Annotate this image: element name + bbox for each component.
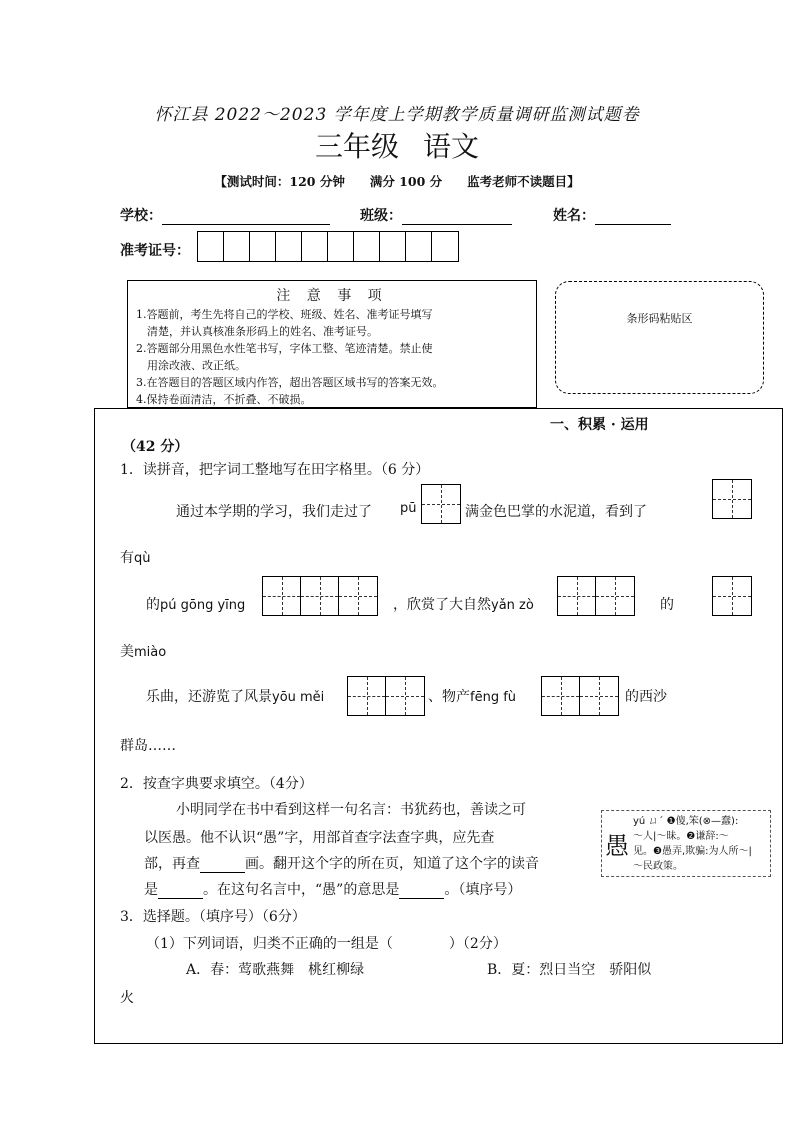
grid-cell[interactable] xyxy=(596,577,634,615)
q1-line5b xyxy=(428,686,516,706)
q3-stem: 3．选择题。（填序号）（6分） xyxy=(120,909,306,925)
pinyin-miao: miào xyxy=(134,645,167,660)
q1-line5b-text: 、物产 xyxy=(428,689,470,705)
pinyin-pgy: pú gōng yīng xyxy=(160,598,246,613)
grid-cell[interactable] xyxy=(348,677,386,715)
grid-cell[interactable] xyxy=(263,577,301,615)
q2-line4a: 是 xyxy=(144,882,158,898)
name-field[interactable] xyxy=(553,205,671,225)
notice-heading: 注 意 事 项 xyxy=(276,288,388,304)
grid-cell[interactable] xyxy=(542,677,580,715)
dict-line: 见。❸愚弄,欺骗:为人所～| xyxy=(633,845,752,857)
q1-line2-text: 有 xyxy=(120,550,134,566)
q3-sub1: （1）下列词语，归类不正确的一组是（ ）（2分） xyxy=(146,936,507,952)
tianzige-ff[interactable] xyxy=(541,676,619,716)
pinyin-yz: yǎn zò xyxy=(491,598,534,613)
pinyin-qu: qù xyxy=(134,551,151,566)
pronunciation-blank[interactable] xyxy=(158,884,203,899)
q3-option-b[interactable]: B．夏：烈日当空 骄阳似 xyxy=(487,962,652,978)
school-field[interactable] xyxy=(120,205,330,225)
grid-cell[interactable] xyxy=(422,485,460,523)
exam-id-boxes[interactable] xyxy=(197,231,459,262)
q2-line4c: 。（填序号） xyxy=(444,882,522,898)
q1-line4-text: 美 xyxy=(120,644,134,660)
notice-item: 用涂改液、改正纸。 xyxy=(136,359,246,372)
q2-line2: 以医愚。他不认识“愚”字，用部首查字法查字典，应先查 xyxy=(144,830,495,846)
tianzige-ym[interactable] xyxy=(347,676,425,716)
exam-grade-subject xyxy=(0,125,794,165)
grid-cell[interactable] xyxy=(301,577,339,615)
q3-option-a[interactable]: A．春：莺歌燕舞 桃红柳绿 xyxy=(186,962,365,978)
id-cell[interactable] xyxy=(198,232,224,261)
notice-item: 2.答题部分用黑色水性笔书写，字体工整、笔迹清楚。禁止使 xyxy=(136,342,433,355)
id-cell[interactable] xyxy=(328,232,354,261)
notice-item: 3.在答题目的答题区域内作答，超出答题区域书写的答案无效。 xyxy=(136,376,444,389)
q1-line1b-text: 满金色巴掌的水泥道，看到了 xyxy=(465,504,647,520)
notice-box xyxy=(127,280,537,408)
id-cell[interactable] xyxy=(432,232,458,261)
class-line[interactable] xyxy=(402,208,512,225)
exam-info: 【测试时间：120 分钟 满分 100 分 监考老师不读题目】 xyxy=(214,174,580,189)
class-field[interactable] xyxy=(360,205,512,225)
grid-cell[interactable] xyxy=(580,677,618,715)
barcode-area xyxy=(555,281,764,394)
tianzige-pgy[interactable] xyxy=(262,576,378,616)
q1-line3a-text: 的 xyxy=(146,597,160,613)
id-cell[interactable] xyxy=(302,232,328,261)
tianzige-pu[interactable] xyxy=(421,484,461,524)
grid-cell[interactable] xyxy=(713,577,751,615)
section-score: （42 分） xyxy=(122,439,189,455)
dict-character: 愚 xyxy=(605,832,629,860)
dict-line: ～民政策。 xyxy=(633,860,683,872)
tianzige-yz[interactable] xyxy=(557,576,635,616)
grade-label: 三年级 xyxy=(314,130,399,163)
id-cell[interactable] xyxy=(224,232,250,261)
q1-line5c-text: 的西沙 xyxy=(625,689,667,705)
dict-definition xyxy=(633,814,752,874)
q1-line3c-text: 的 xyxy=(660,597,674,613)
grid-cell[interactable] xyxy=(386,677,424,715)
subject-label: 语文 xyxy=(423,130,480,163)
meaning-blank[interactable] xyxy=(399,884,444,899)
school-line[interactable] xyxy=(162,208,330,225)
q1-line6-text: 群岛…… xyxy=(120,738,176,754)
notice-item: 4.保持卷面清洁，不折叠、不破损。 xyxy=(136,393,312,406)
q2-line1: 小明同学在书中看到这样一句名言：书犹药也，善读之可 xyxy=(176,802,526,818)
q2-stem: 2．按查字典要求填空。（4分） xyxy=(120,776,313,792)
id-cell[interactable] xyxy=(250,232,276,261)
class-label: 班级： xyxy=(360,208,402,224)
id-cell[interactable] xyxy=(354,232,380,261)
grid-cell[interactable] xyxy=(339,577,377,615)
q1-line2 xyxy=(120,547,151,567)
id-cell[interactable] xyxy=(406,232,432,261)
dict-line: ～人|～昧。❷谦辞:～ xyxy=(633,830,729,842)
notice-item: 清楚，并认真核准条形码上的姓名、准考证号。 xyxy=(136,325,378,338)
tianzige-miao[interactable] xyxy=(712,576,752,616)
grid-cell[interactable] xyxy=(713,480,751,518)
q1-stem: 1．读拼音，把字词工整地写在田字格里。（6 分） xyxy=(120,462,430,478)
section-title: 一、积累 · 运用 xyxy=(550,417,649,433)
q3-option-b-cont: 火 xyxy=(120,990,134,1006)
exam-title: 怀江县 2022～2023 学年度上学期教学质量调研监测试题卷 xyxy=(154,105,640,125)
q1-line3b-text: ，欣赏了大自然 xyxy=(393,597,491,613)
id-cell[interactable] xyxy=(380,232,406,261)
q1-line1-text: 通过本学期的学习，我们走过了 xyxy=(176,504,372,520)
q2-line3 xyxy=(144,853,539,873)
school-label: 学校： xyxy=(120,208,162,224)
q1-line3a xyxy=(146,594,245,614)
q1-line4 xyxy=(120,641,166,661)
grid-cell[interactable] xyxy=(558,577,596,615)
barcode-label: 条形码粘贴区 xyxy=(626,311,693,325)
name-label: 姓名： xyxy=(553,208,595,224)
q2-line3b: 画。翻开这个字的所在页，知道了这个字的读音 xyxy=(245,856,539,872)
notice-item: 1.答题前，考生先将自己的学校、班级、姓名、准考证号填写 xyxy=(136,308,433,321)
pinyin-pu: pū xyxy=(400,501,417,516)
stroke-count-blank[interactable] xyxy=(200,858,245,873)
dictionary-entry xyxy=(601,810,771,877)
q1-line5a xyxy=(146,686,324,706)
pinyin-ff: fēng fù xyxy=(470,690,517,705)
name-line[interactable] xyxy=(595,208,671,225)
id-cell[interactable] xyxy=(276,232,302,261)
q1-line3b xyxy=(393,594,534,614)
q2-line3a: 部，再查 xyxy=(144,856,200,872)
q2-line4 xyxy=(144,879,521,899)
q1-line5a-text: 乐曲，还游览了风景 xyxy=(146,689,272,705)
tianzige-qu[interactable] xyxy=(712,479,752,519)
q2-line4b: 。在这句名言中，“愚”的意思是 xyxy=(203,882,400,898)
exam-id-label: 准考证号： xyxy=(120,243,190,259)
pinyin-ym: yōu měi xyxy=(272,690,325,705)
dict-line: yú ㄩˊ ❶傻,笨(⊗—蠢): xyxy=(633,815,739,827)
